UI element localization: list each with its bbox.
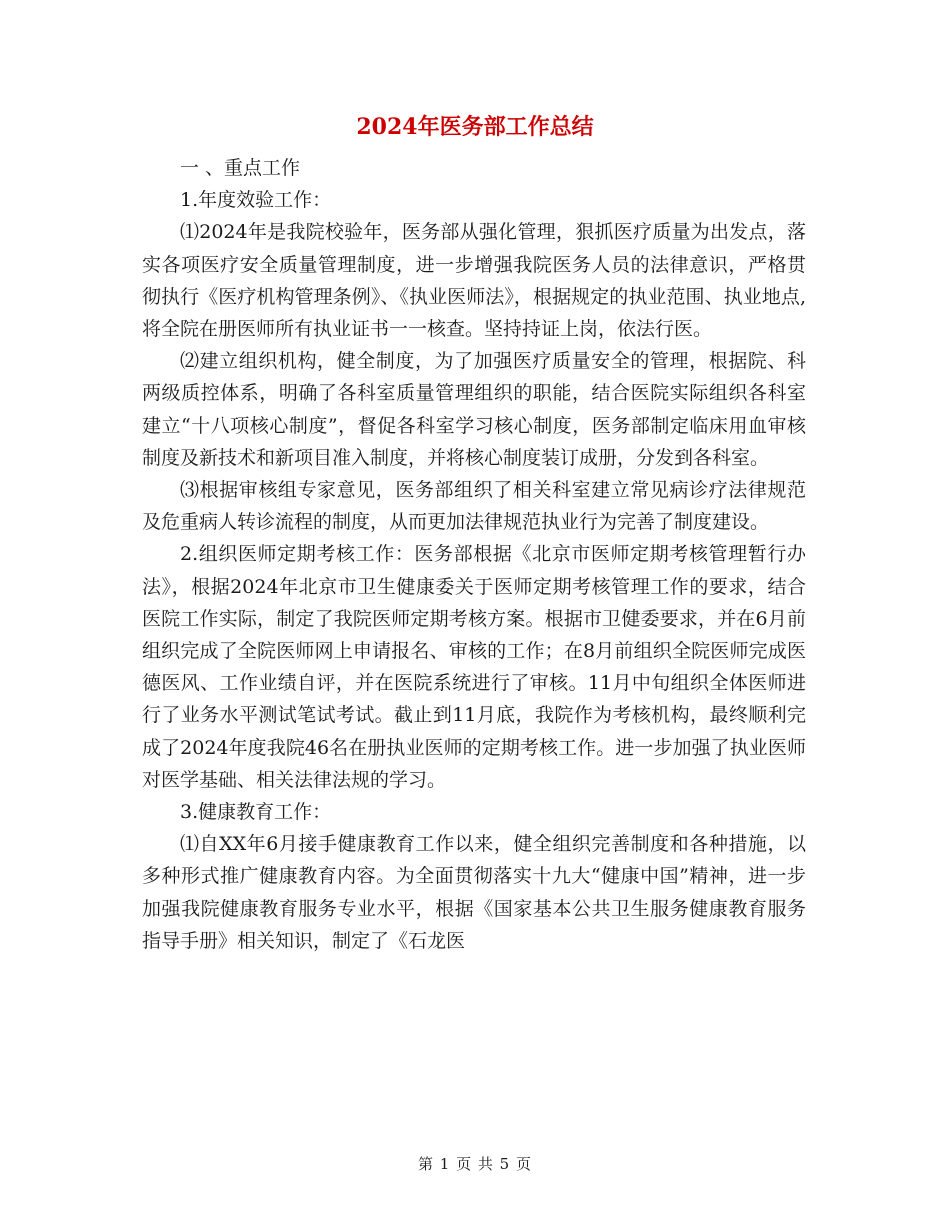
paragraph-validation-1: ⑴2024年是我院校验年，医务部从强化管理，狠抓医疗质量为出发点，落实各项医疗安全质量管理制度，进一步增强我院医务人员的法律意识，严格贯彻执行《医疗机构管理条例》、《执业医师法》，根据规定的执业范围、执业地点,将全院在册医师所有执业证书一一核查。坚持持证上岗，依法行医。 bbox=[142, 221, 806, 341]
paragraph-validation-3: ⑶根据审核组专家意见，医务部组织了相关科室建立常见病诊疗法律规范及危重病人转诊流程的制度，从而更加法律规范执业行为完善了制度建设。 bbox=[142, 479, 806, 534]
section-heading-key-work: 一 、重点工作 bbox=[180, 157, 301, 179]
subheading-annual-validation: 1.年度效验工作： bbox=[180, 189, 332, 212]
paragraph-physician-assessment: 2.组织医师定期考核工作：医务部根据《北京市医师定期考核管理暂行办法》，根据2024年北京市卫生健康委关于医师定期考核管理工作的要求，结合医院工作实际，制定了我院医师定期考核方案。根据市卫健委要求，并在6月前组织完成了全院医师网上申请报名、审核的工作；在8月前组织全院医师完成医德医风、工作业绩自评，并在医院系统进行了审核。11月中旬组织全体医师进行了业务水平测试笔试考试。截止到11月底，我院作为考核机构，最终顺利完成了2024年度我院46名在册执业医师的定期考核工作。进一步加强了执业医师对医学基础、相关法律法规的学习。 bbox=[142, 543, 806, 791]
paragraph-validation-2: ⑵建立组织机构，健全制度，为了加强医疗质量安全的管理，根据院、科两级质控体系，明确了各科室质量管理组织的职能，结合医院实际组织各科室建立“十八项核心制度”，督促各科室学习核心制度，医务部制定临床用血审核制度及新技术和新项目准入制度，并将核心制度装订成册，分发到各科室。 bbox=[142, 350, 806, 469]
page-number-footer: 第 1 页 共 5 页 bbox=[418, 1155, 532, 1173]
document-title: 2024年医务部工作总结 bbox=[356, 114, 594, 140]
subheading-health-education: 3.健康教育工作： bbox=[180, 801, 332, 824]
document-body bbox=[142, 152, 806, 957]
paragraph-health-education-1: ⑴自XX年6月接手健康教育工作以来，健全组织完善制度和各种措施，以多种形式推广健康教育内容。为全面贯彻落实十九大“健康中国”精神，进一步加强我院健康教育服务专业水平，根据《国家基本公共卫生服务健康教育服务指导手册》相关知识，制定了《石龙医 bbox=[142, 833, 806, 952]
